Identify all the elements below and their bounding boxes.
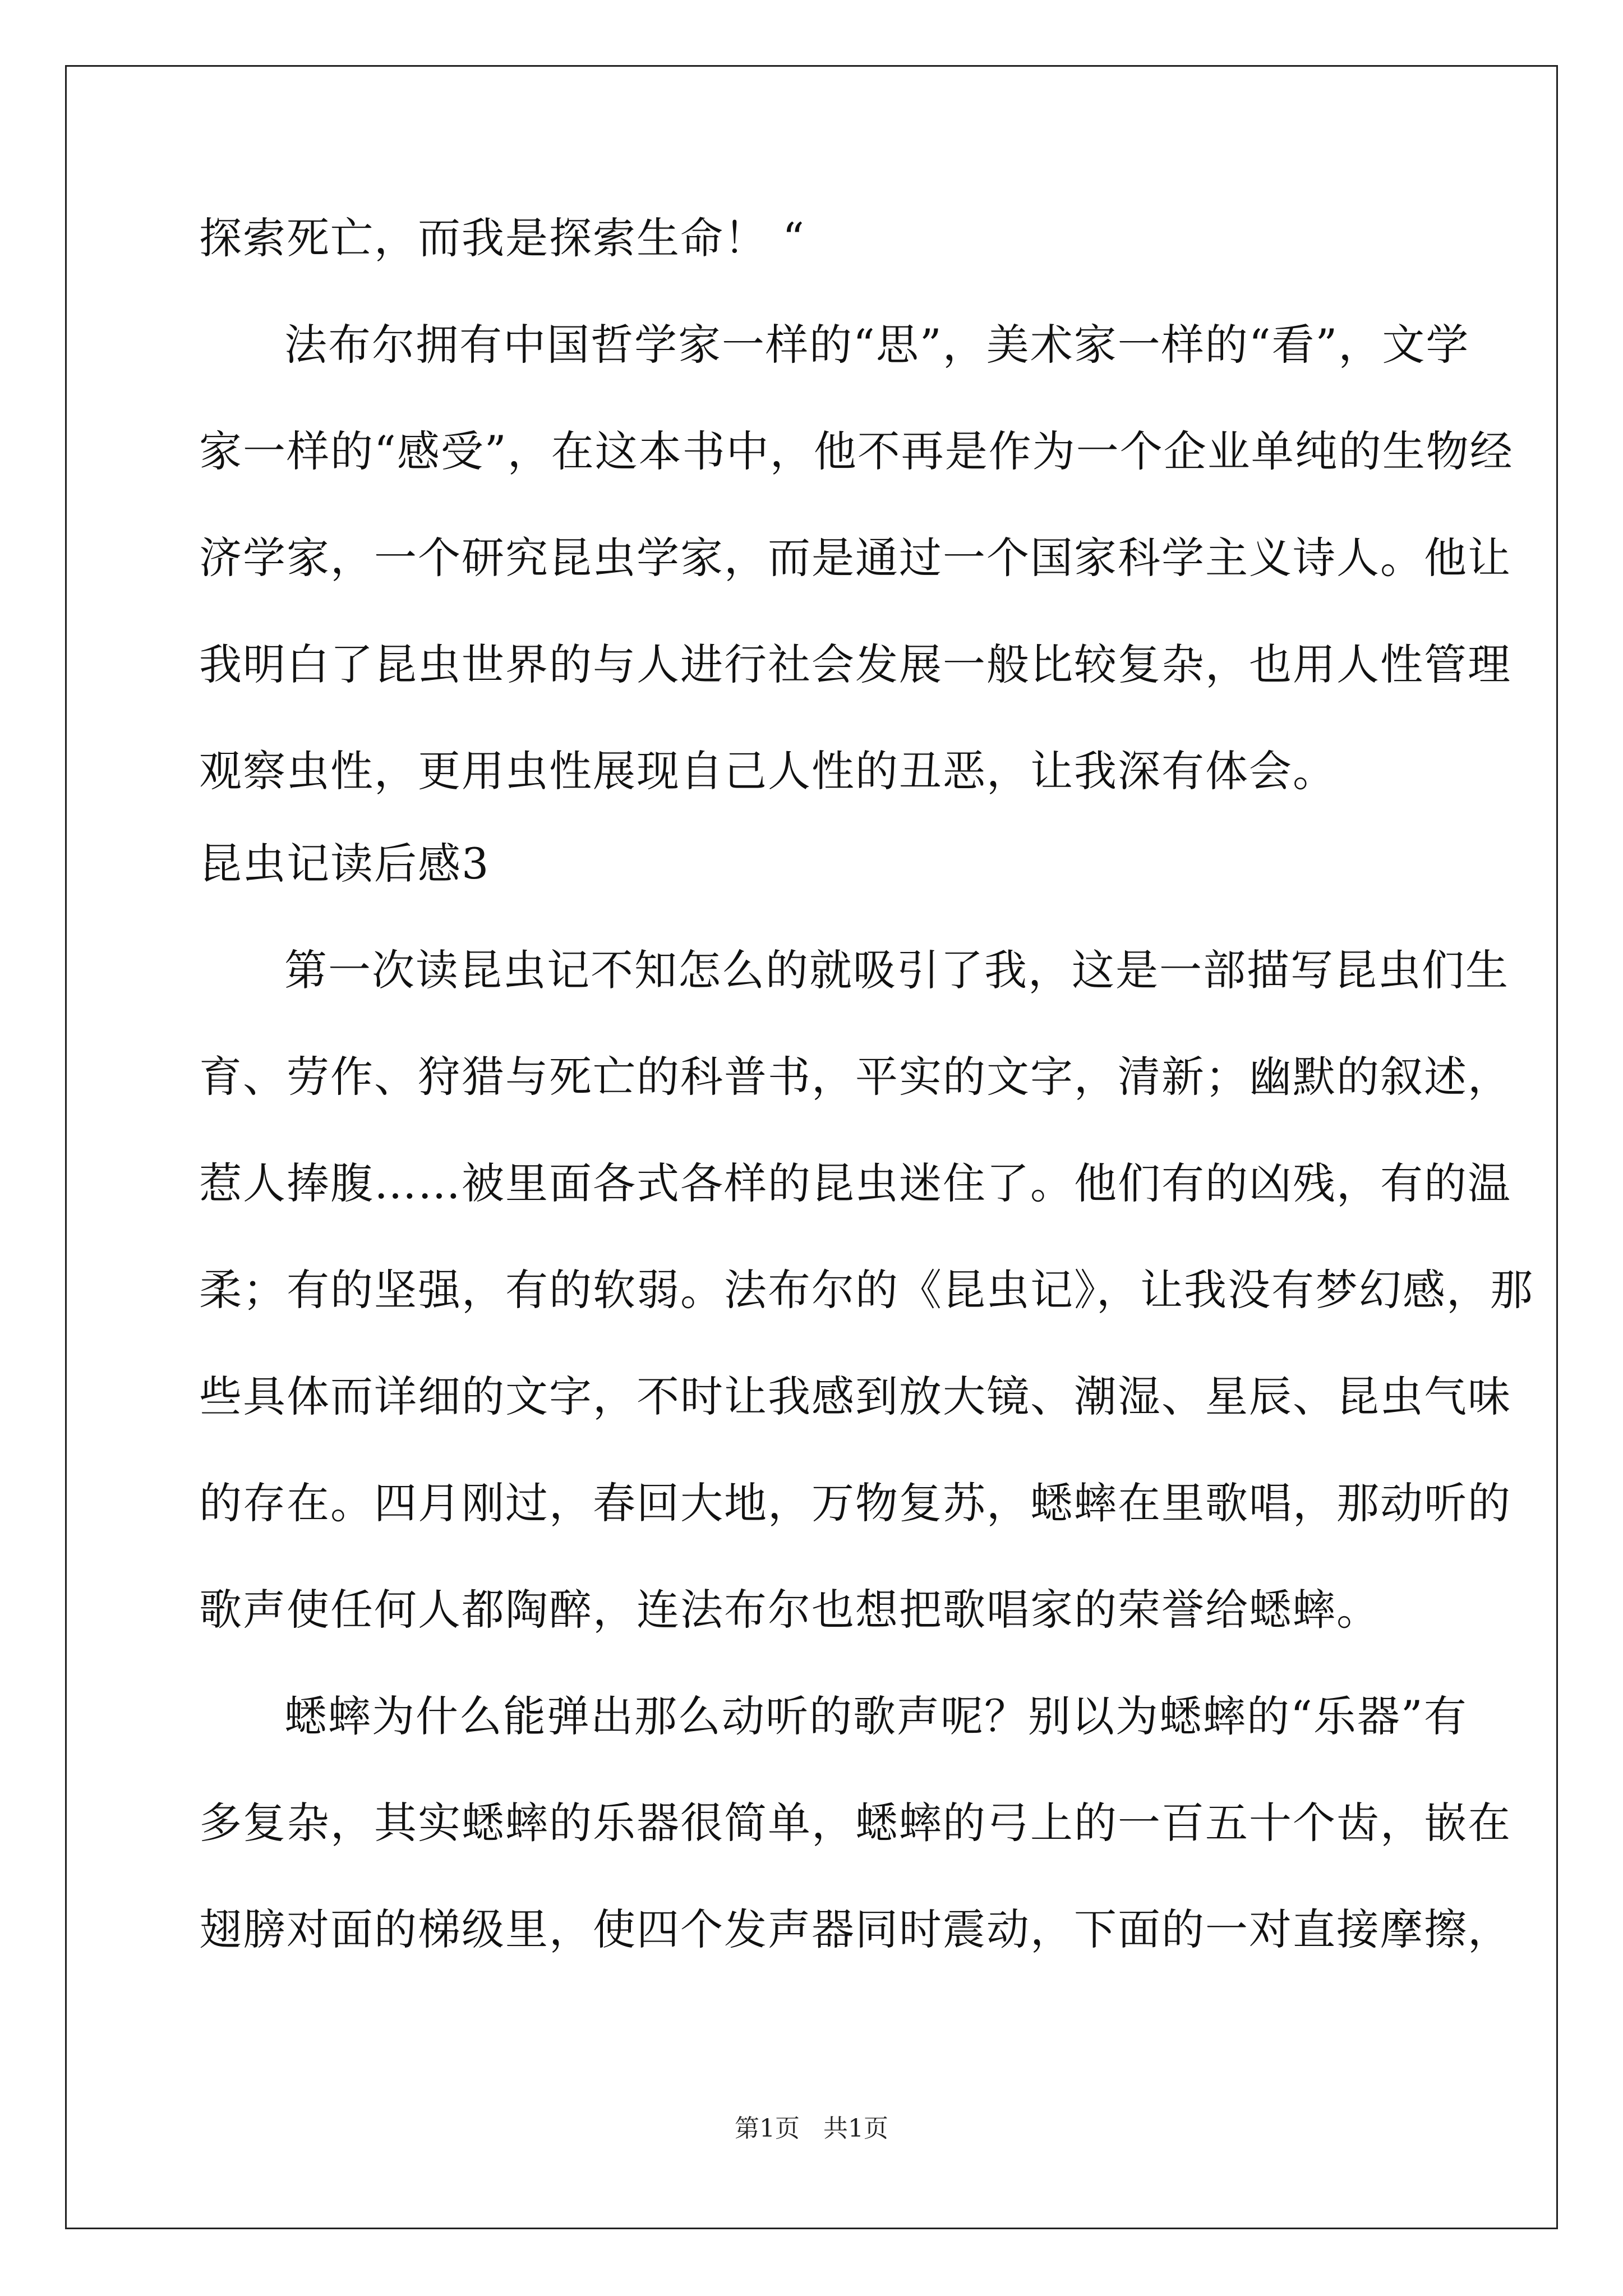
text-line: 探索死亡，而我是探索生命！ “ (199, 213, 806, 263)
text-line: 育、劳作、狩猎与死亡的科普书，平实的文字，清新；幽默的叙述， (199, 1052, 1511, 1102)
text-line: 多复杂，其实蟋蟀的乐器很简单，蟋蟀的弓上的一百五十个齿，嵌在 (199, 1798, 1511, 1848)
text-line: 惹人捧腹……被里面各式各样的昆虫迷住了。他们有的凶残，有的温 (199, 1158, 1511, 1208)
text-line: 翅膀对面的梯级里，使四个发声器同时震动，下面的一对直接摩擦， (199, 1904, 1511, 1954)
section-heading: 昆虫记读后感3 (199, 839, 490, 889)
text-line: 柔；有的坚强，有的软弱。法布尔的《昆虫记》，让我没有梦幻感，那 (199, 1265, 1534, 1315)
text-line: 济学家，一个研究昆虫学家，而是通过一个国家科学主义诗人。他让 (199, 533, 1511, 583)
text-line: 家一样的“感受”，在这本书中，他不再是作为一个企业单纯的生物经 (199, 426, 1514, 476)
text-line: 的存在。四月刚过，春回大地，万物复苏，蟋蟀在里歌唱，那动听的 (199, 1478, 1511, 1528)
text-line: 歌声使任何人都陶醉，连法布尔也想把歌唱家的荣誉给蟋蟀。 (199, 1585, 1380, 1635)
paragraph-start-line: 蟋蟀为什么能弹出那么动听的歌声呢？别以为蟋蟀的“乐器”有 (284, 1691, 1468, 1741)
paragraph-start-line: 第一次读昆虫记不知怎么的就吸引了我，这是一部描写昆虫们生 (284, 945, 1509, 995)
page-number-footer: 第1页 共1页 (735, 2114, 888, 2143)
text-line: 些具体而详细的文字，不时让我感到放大镜、潮湿、星辰、昆虫气味 (199, 1372, 1511, 1421)
paragraph-start-line: 法布尔拥有中国哲学家一样的“思”，美术家一样的“看”，文学 (284, 320, 1470, 370)
text-line: 我明白了昆虫世界的与人进行社会发展一般比较复杂，也用人性管理 (199, 639, 1511, 689)
text-line: 观察虫性，更用虫性展现自己人性的丑恶，让我深有体会。 (199, 746, 1336, 796)
